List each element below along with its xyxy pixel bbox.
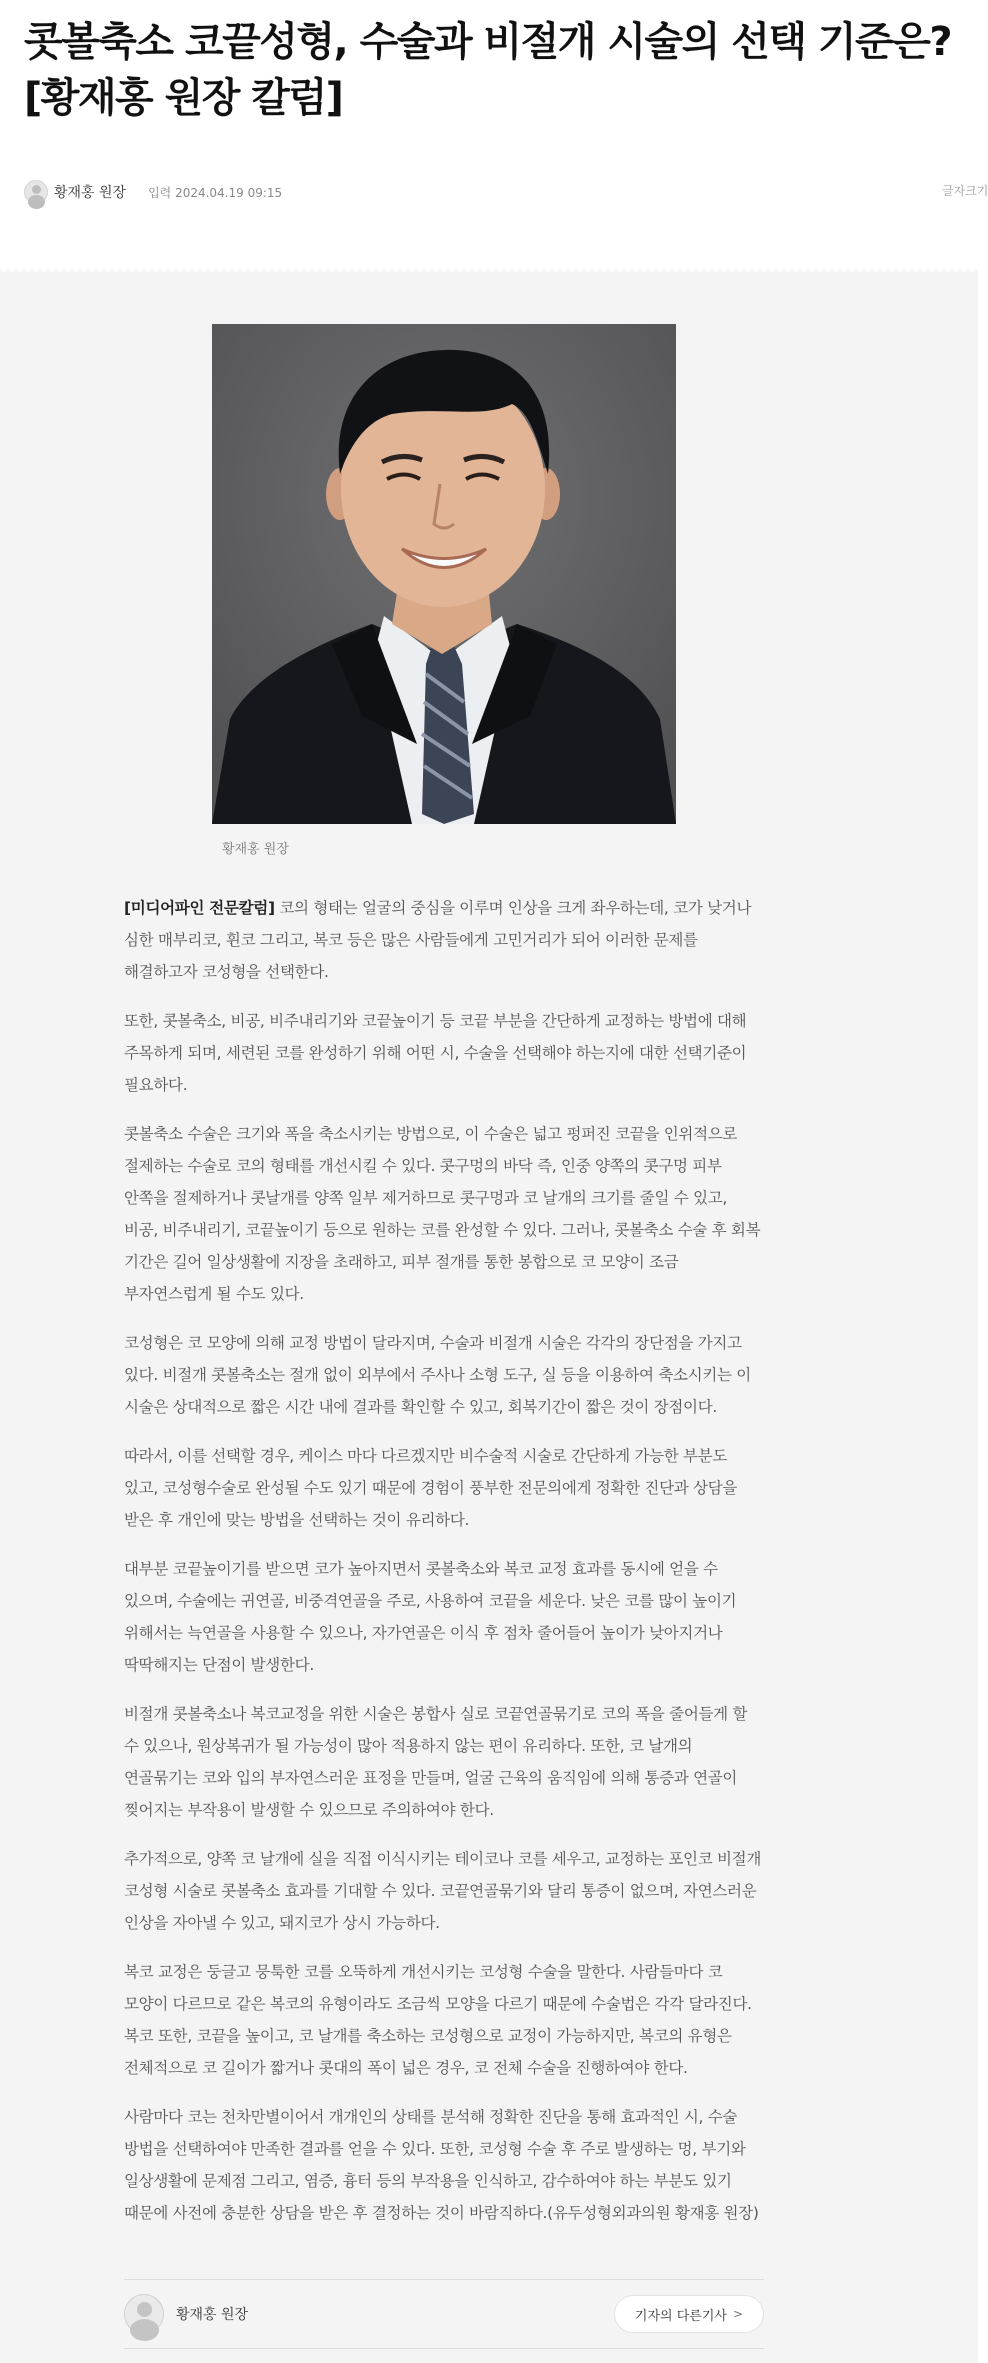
author-avatar-icon xyxy=(124,2294,164,2334)
font-size-button[interactable]: 글자크기 xyxy=(942,184,988,198)
zigzag-divider xyxy=(0,268,978,280)
photo-caption: 황재홍 원장 xyxy=(222,842,289,857)
published-date: 입력 2024.04.19 09:15 xyxy=(148,185,283,200)
article-paragraph: 복코 교정은 둥글고 뭉툭한 코를 오뚝하게 개선시키는 코성형 수술을 말한다. 사람들마다 코 모양이 다르므로 같은 복코의 유형이라도 조금씩 모양을 다르기 때문에 수술법은 각각 달라진다. 복코 또한, 코끝을 높이고, 코 날개를 축소하는 코성형으로 교정이 가능하지만, 복코의 유형은 전체적으로 코 길이가 짧거나 콧대의 폭이 넓은 경우, 코 전체 수술을 진행하여야 한다. xyxy=(124,1963,752,2077)
author-box xyxy=(124,2279,764,2349)
author-photo xyxy=(212,324,676,824)
article-paragraph: [미디어파인 전문칼럼] 코의 형태는 얼굴의 중심을 이루며 인상을 크게 좌우하는데, 코가 낮거나 심한 매부리코, 휜코 그리고, 복코 등은 많은 사람들에게 고민거리가 되어 이러한 문제를 해결하고자 코성형을 선택한다. xyxy=(124,899,752,981)
author-name[interactable]: 황재홍 원장 xyxy=(54,185,127,201)
article-paragraph: 비절개 콧볼축소나 복코교정을 위한 시술은 봉합사 실로 코끝연골묶기로 코의 폭을 줄어들게 할 수 있으나, 원상복귀가 될 가능성이 많아 적용하지 않는 편이 유리하다. 또한, 코 날개의 연골묶기는 코와 입의 부자연스러운 표정을 만들며, 얼굴 근육의 움직임에 의해 통증과 연골이 찢어지는 부작용이 발생할 수 있으므로 주의하여야 한다. xyxy=(124,1705,748,1819)
article-paragraph: 또한, 콧볼축소, 비공, 비주내리기와 코끝높이기 등 코끝 부분을 간단하게 교정하는 방법에 대해 주목하게 되며, 세련된 코를 완성하기 위해 어떤 시, 수술을 선택해야 하는지에 대한 선택기준이 필요하다. xyxy=(124,1012,747,1094)
article-paragraph: 사람마다 코는 천차만별이어서 개개인의 상태를 분석해 정확한 진단을 통해 효과적인 시, 수술 방법을 선택하여야 만족한 결과를 얻을 수 있다. 또한, 코성형 수술 후 주로 발생하는 멍, 부기와 일상생활에 문제점 그리고, 염증, 흉터 등의 부작용을 인식하고, 감수하여야 하는 부분도 있기 때문에 사전에 충분한 상담을 받은 후 결정하는 것이 바람직하다.(유두성형외과의원 황재홍 원장) xyxy=(124,2108,759,2222)
portrait-illustration xyxy=(212,324,676,824)
article-paragraph: 콧볼축소 수술은 크기와 폭을 축소시키는 방법으로, 이 수술은 넓고 펑퍼진 코끝을 인위적으로 절제하는 수술로 코의 형태를 개선시킬 수 있다. 콧구멍의 바닥 즉, 인중 양쪽의 콧구멍 피부 안쪽을 절제하거나 콧날개를 양쪽 일부 제거하므로 콧구멍과 코 날개의 크기를 줄일 수 있고, 비공, 비주내리기, 코끝높이기 등으로 원하는 코를 완성할 수 있다. 그러나, 콧볼축소 수술 후 회복 기간은 길어 일상생활에 지장을 초래하고, 피부 절개를 통한 봉합으로 코 모양이 조금 부자연스럽게 될 수도 있다. xyxy=(124,1125,761,1303)
article-body-area xyxy=(0,280,978,2363)
author-avatar-icon xyxy=(24,180,48,204)
article-paragraph: 추가적으로, 양쪽 코 날개에 실을 직접 이식시키는 테이코나 코를 세우고, 교정하는 포인코 비절개 코성형 시술로 콧볼축소 효과를 기대할 수 있다. 코끝연골묶기와 달리 통증이 없으며, 자연스러운 인상을 자아낼 수 있고, 돼지코가 상시 가능하다. xyxy=(124,1850,762,1932)
article-meta xyxy=(24,178,282,206)
more-articles-button[interactable] xyxy=(614,2295,764,2333)
author-box-name[interactable]: 황재홍 원장 xyxy=(176,2307,249,2323)
article-text xyxy=(124,892,764,2246)
chevron-right-icon: > xyxy=(732,2307,743,2321)
article-title: 콧볼축소 코끝성형, 수술과 비절개 시술의 선택 기준은? [황재홍 원장 칼럼] xyxy=(24,19,952,121)
article-paragraph: 따라서, 이를 선택할 경우, 케이스 마다 다르겠지만 비수술적 시술로 간단하게 가능한 부분도 있고, 코성형수술로 완성될 수도 있기 때문에 경험이 풍부한 전문의에게 정확한 진단과 상담을 받은 후 개인에 맞는 방법을 선택하는 것이 유리하다. xyxy=(124,1447,738,1529)
lead-label: [미디어파인 전문칼럼] xyxy=(124,899,275,917)
more-articles-label: 기자의 다른기사 xyxy=(634,2308,727,2324)
article-paragraph: 대부분 코끝높이기를 받으면 코가 높아지면서 콧볼축소와 복코 교정 효과를 동시에 얻을 수 있으며, 수술에는 귀연골, 비중격연골을 주로, 사용하여 코끝을 세운다. 낮은 코를 많이 높이기 위해서는 늑연골을 사용할 수 있으나, 자가연골은 이식 후 점차 줄어들어 높이가 낮아지거나 딱딱해지는 단점이 발생한다. xyxy=(124,1560,737,1674)
article-header xyxy=(0,0,988,276)
article-paragraph: 코성형은 코 모양에 의해 교정 방법이 달라지며, 수술과 비절개 시술은 각각의 장단점을 가지고 있다. 비절개 콧볼축소는 절개 없이 외부에서 주사나 소형 도구, 실 등을 이용하여 축소시키는 이 시술은 상대적으로 짧은 시간 내에 결과를 확인할 수 있고, 회복기간이 짧은 것이 장점이다. xyxy=(124,1334,751,1416)
